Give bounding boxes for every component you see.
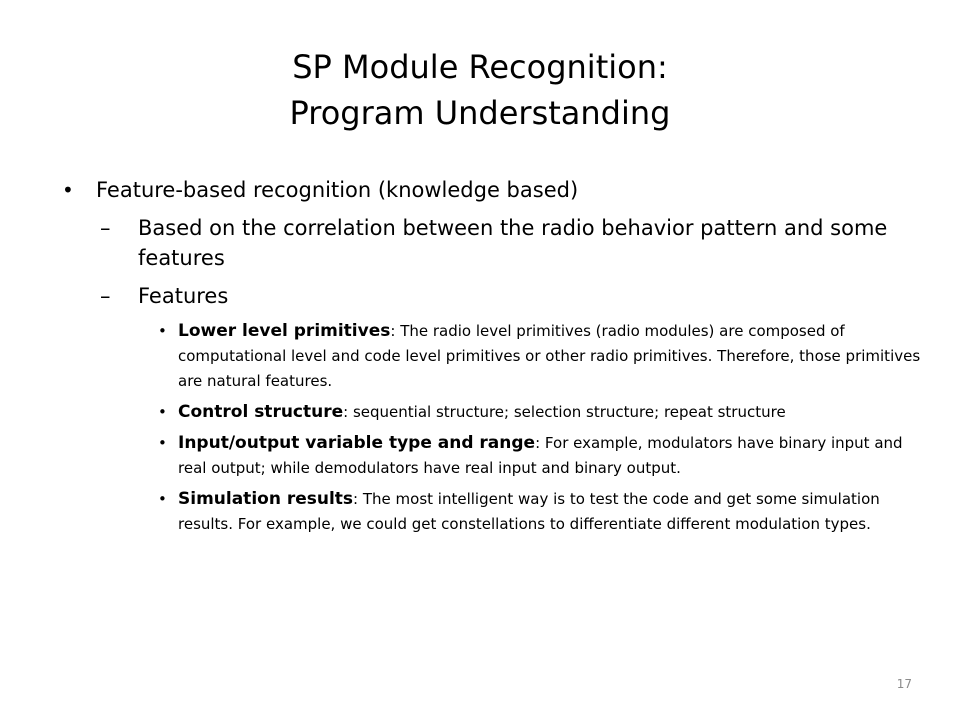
title-line-1: SP Module Recognition: bbox=[292, 48, 668, 86]
bullet-level1 bbox=[62, 176, 922, 205]
feature-term: Control structure bbox=[178, 402, 344, 422]
bullet-icon: • bbox=[158, 490, 167, 508]
slide-body bbox=[62, 176, 922, 543]
dash-icon: – bbox=[100, 216, 111, 240]
slide-title bbox=[0, 44, 960, 136]
bullet-level2-text: Based on the correlation between the radio behavior pattern and some features bbox=[138, 216, 888, 270]
dash-icon: – bbox=[100, 284, 111, 308]
colon: : bbox=[343, 403, 353, 421]
colon: : bbox=[535, 434, 545, 452]
feature-item-simulation-results bbox=[158, 487, 922, 537]
colon: : bbox=[353, 490, 363, 508]
bullet-icon: • bbox=[158, 434, 167, 452]
feature-text: The radio level primitives (radio modules) are composed of computational level and code level primitives or other radio primitives. Therefore, those primitives are natural features. bbox=[178, 322, 921, 390]
feature-item-io-variable bbox=[158, 431, 922, 481]
feature-term: Simulation results bbox=[178, 489, 354, 509]
page-number: 17 bbox=[896, 677, 912, 691]
bullet-icon: • bbox=[158, 322, 167, 340]
title-line-2: Program Understanding bbox=[289, 94, 671, 132]
feature-text: The most intelligent way is to test the code and get some simulation results. For example, we could get constellations to differentiate different modulation types. bbox=[178, 490, 880, 533]
colon: : bbox=[390, 322, 401, 340]
feature-term: Lower level primitives bbox=[178, 321, 391, 341]
bullet-level2-text: Features bbox=[138, 284, 229, 308]
bullet-level2-features bbox=[100, 281, 922, 311]
bullet-level1-text: Feature-based recognition (knowledge based) bbox=[96, 178, 579, 202]
bullet-icon: • bbox=[158, 403, 167, 421]
bullet-icon: • bbox=[62, 178, 74, 202]
feature-text: For example, modulators have binary input and real output; while demodulators have real input and binary output. bbox=[178, 434, 903, 477]
feature-item-control-structure bbox=[158, 400, 922, 425]
feature-item-lower-level-primitives bbox=[158, 319, 922, 394]
feature-term: Input/output variable type and range bbox=[178, 433, 536, 453]
feature-text: sequential structure; selection structure; repeat structure bbox=[352, 403, 786, 421]
bullet-level2-correlation bbox=[100, 213, 922, 273]
